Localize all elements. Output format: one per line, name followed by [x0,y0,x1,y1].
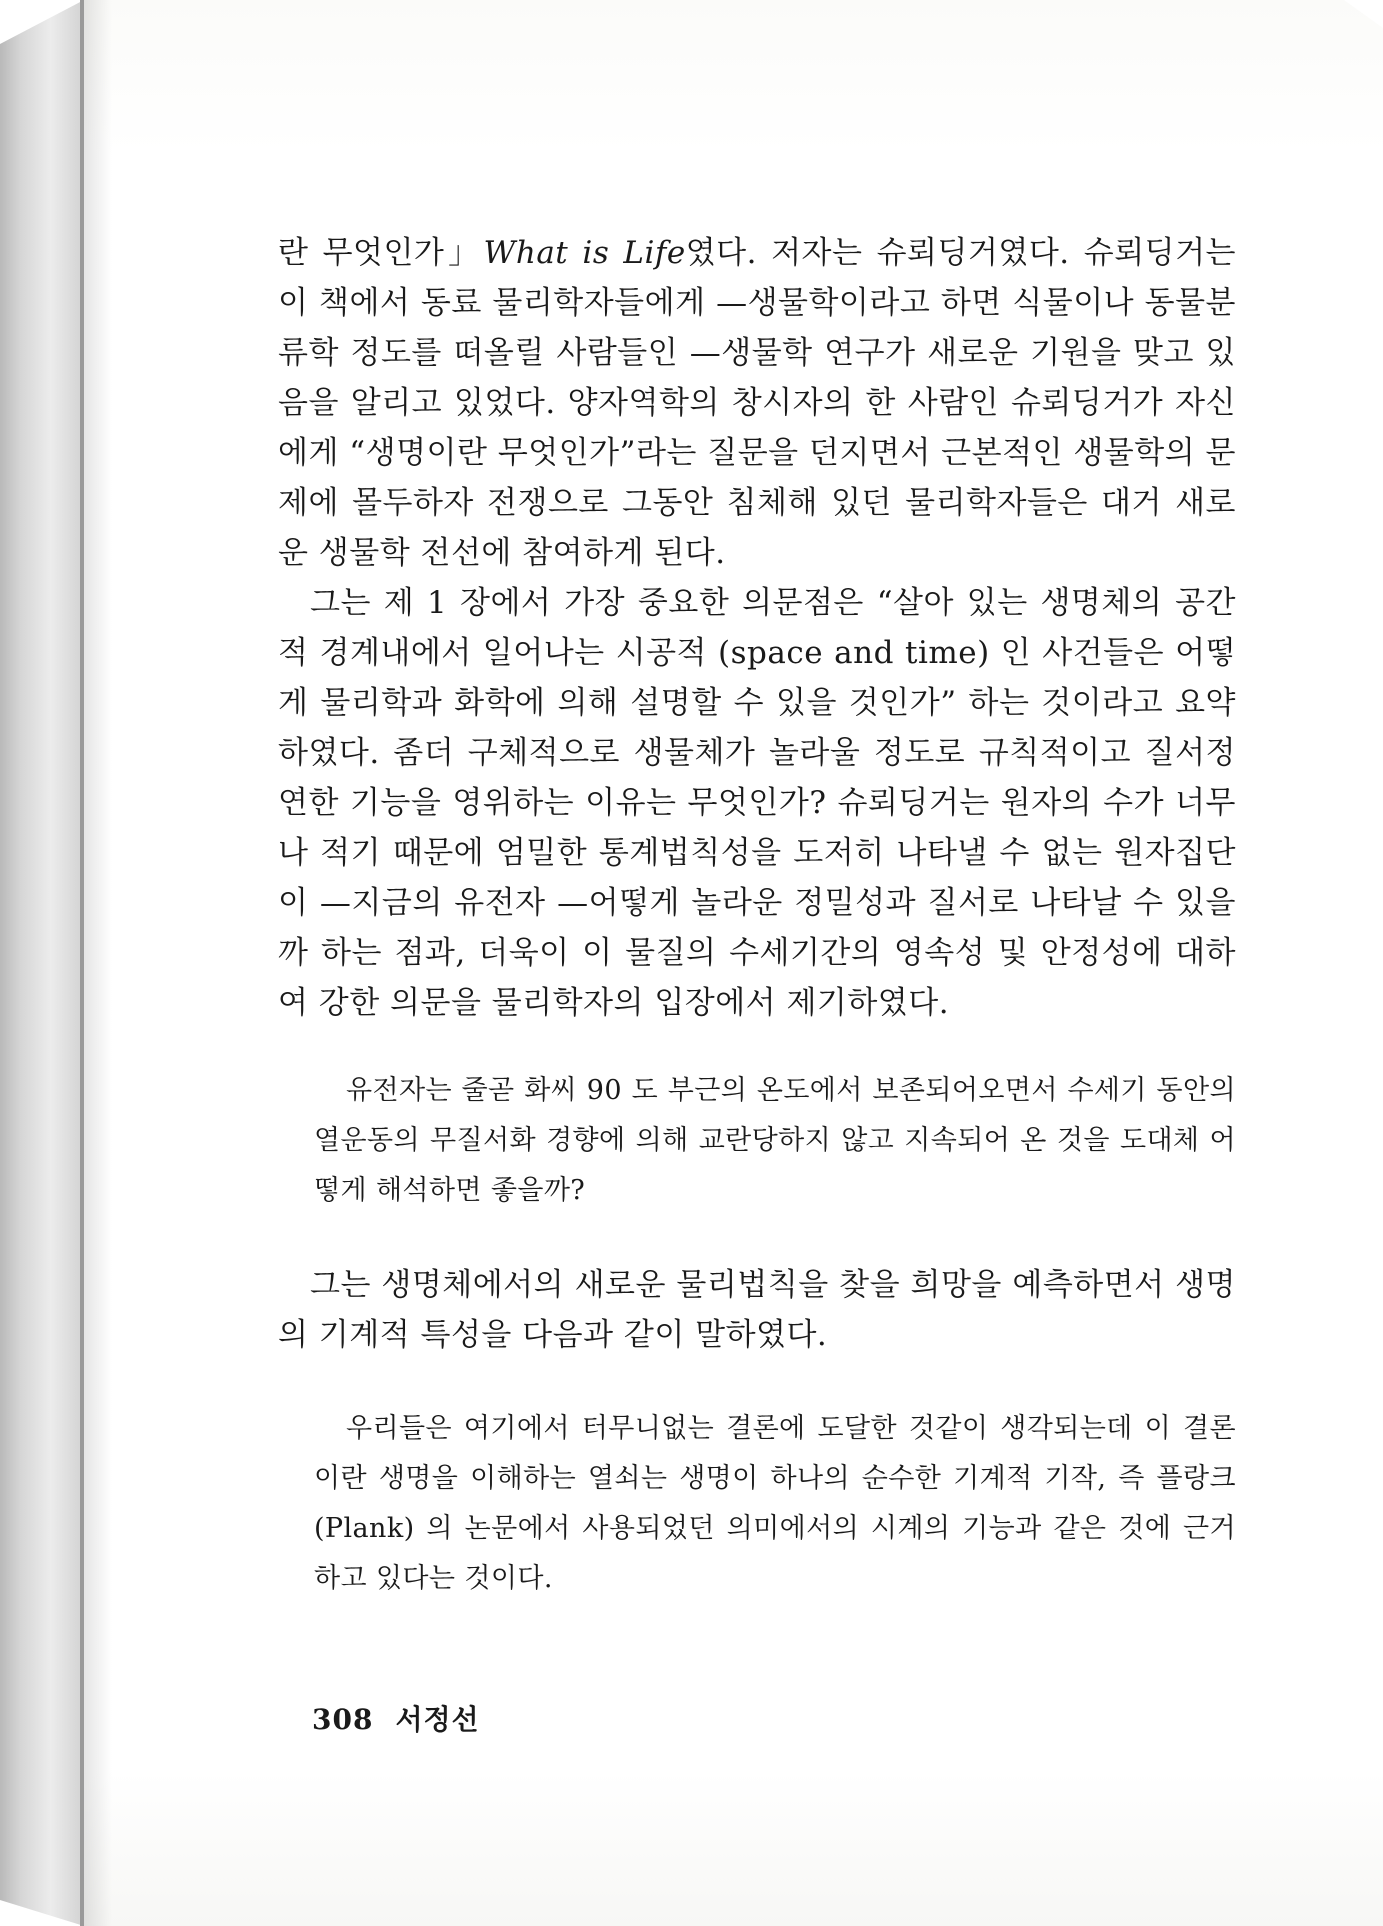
paragraph-3: 그는 생명체에서의 새로운 물리법칙을 찾을 희망을 예측하면서 생명의 기계적 특성을 다음과 같이 말하였다. [278,1267,1236,1353]
book-spine [0,0,84,1926]
quote-2: 우리들은 여기에서 터무니없는 결론에 도달한 것같이 생각되는데 이 결론이란 생명을 이해하는 열쇠는 생명이 하나의 순수한 기계적 기작, 즉 플랑크 (Plank) 의 논문에서 사용되었던 의미에서의 시계의 기능과 같은 것에 근거하고 있다는 것이다. [314,1413,1236,1594]
quote-1: 유전자는 줄곧 화씨 90 도 부근의 온도에서 보존되어오면서 수세기 동안의 열운동의 무질서화 경향에 의해 교란당하지 않고 지속되어 온 것을 도대체 어떻게 해석하면 좋을까? [314,1075,1236,1206]
book-title-italic: What is Life [483,235,686,271]
paragraph-1-start: 란 무엇인가」 [278,235,484,271]
page-body [278,228,1236,1604]
paragraph-1 [278,228,1236,578]
page-gutter-shadow [84,0,112,1926]
running-author: 서정선 [395,1703,480,1736]
paragraph-2: 그는 제 1 장에서 가장 중요한 의문점은 “살아 있는 생명체의 공간적 경계내에서 일어나는 시공적 (space and time) 인 사건들은 어떻게 물리학과 화학에 의해 설명할 수 있을 것인가” 하는 것이라고 요약하였다. 좀더 구체적으로 생물체가 놀라울 정도로 규칙적이고 질서정연한 기능을 영위하는 이유는 무엇인가? 슈뢰딩거는 원자의 수가 너무나 적기 때문에 엄밀한 통계법칙성을 도저히 나타낼 수 없는 원자집단이 —지금의 유전자 —어떻게 놀라운 정밀성과 질서로 나타날 수 있을까 하는 점과, 더욱이 이 물질의 수세기간의 영속성 및 안정성에 대하여 강한 의문을 물리학자의 입장에서 제기하였다. [278,585,1236,1021]
page-footer [312,1698,502,1738]
page-number: 308 [312,1703,374,1736]
paragraph-1-rest: 였다. 저자는 슈뢰딩거였다. 슈뢰딩거는 이 책에서 동료 물리학자들에게 —생물학이라고 하면 식물이나 동물분류학 정도를 떠올릴 사람들인 —생물학 연구가 새로운 기원을 맞고 있음을 알리고 있었다. 양자역학의 창시자의 한 사람인 슈뢰딩거가 자신에게 “생명이란 무엇인가”라는 질문을 던지면서 근본적인 생물학의 문제에 몰두하자 전쟁으로 그동안 침체해 있던 물리학자들은 대거 새로운 생물학 전선에 참여하게 된다. [278,235,1236,571]
